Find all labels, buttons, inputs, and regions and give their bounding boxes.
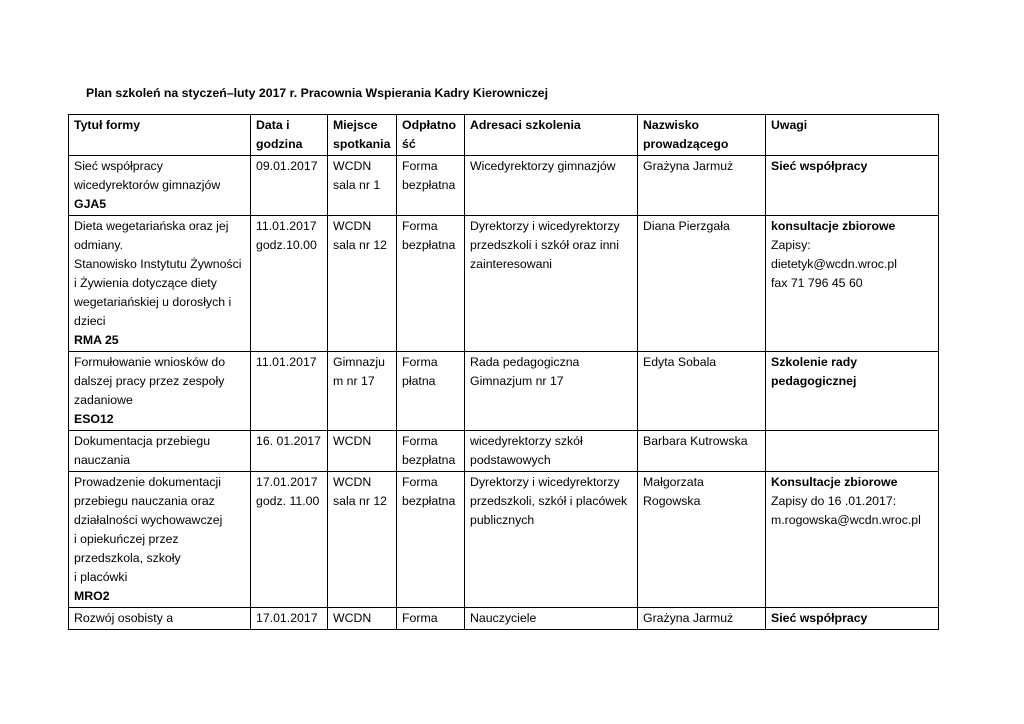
column-header-title: Tytuł formy [69, 115, 251, 156]
table-row [69, 156, 939, 216]
cell-audience: Nauczyciele [465, 608, 638, 630]
cell-title: Prowadzenie dokumentacji przebiegu nauczania oraz działalności wychowawczej i opiekuńczej przez przedszkola, szkoły i placówki MRO2 [69, 472, 251, 608]
cell-date: 11.01.2017 godz.10.00 [251, 216, 328, 352]
cell-date: 17.01.2017 godz. 11.00 [251, 472, 328, 608]
cell-payment: Forma bezpłatna [397, 216, 465, 352]
cell-date: 16. 01.2017 [251, 431, 328, 472]
column-header-leader: Nazwisko prowadzącego [638, 115, 766, 156]
column-header-date: Data i godzina [251, 115, 328, 156]
training-schedule-table [68, 114, 939, 630]
cell-notes: Sieć współpracy [766, 608, 939, 630]
cell-notes: Konsultacje zbiorowe Zapisy do 16 .01.2017: m.rogowska@wcdn.wroc.pl [766, 472, 939, 608]
cell-notes: Sieć współpracy [766, 156, 939, 216]
course-code: RMA 25 [74, 333, 119, 347]
cell-audience: wicedyrektorzy szkół podstawowych [465, 431, 638, 472]
cell-title: Rozwój osobisty a [69, 608, 251, 630]
cell-notes: Szkolenie rady pedagogicznej [766, 352, 939, 431]
table-row [69, 352, 939, 431]
cell-place: WCDN sala nr 12 [328, 472, 397, 608]
cell-payment: Forma bezpłatna [397, 472, 465, 608]
cell-date: 17.01.2017 [251, 608, 328, 630]
table-body [69, 156, 939, 630]
cell-leader: Małgorzata Rogowska [638, 472, 766, 608]
cell-place: WCDN [328, 431, 397, 472]
cell-payment: Forma płatna [397, 352, 465, 431]
column-header-audience: Adresaci szkolenia [465, 115, 638, 156]
page-title: Plan szkoleń na styczeń–luty 2017 r. Pracownia Wspierania Kadry Kierowniczej [86, 86, 548, 100]
cell-payment: Forma bezpłatna [397, 431, 465, 472]
course-code: MRO2 [74, 589, 110, 603]
column-header-payment: Odpłatno ść [397, 115, 465, 156]
table-row [69, 472, 939, 608]
table-row [69, 431, 939, 472]
table-row [69, 216, 939, 352]
cell-audience: Wicedyrektorzy gimnazjów [465, 156, 638, 216]
course-code: ESO12 [74, 412, 114, 426]
cell-place: Gimnazju m nr 17 [328, 352, 397, 431]
cell-audience: Rada pedagogiczna Gimnazjum nr 17 [465, 352, 638, 431]
column-header-notes: Uwagi [766, 115, 939, 156]
cell-leader: Diana Pierzgała [638, 216, 766, 352]
cell-title: Formułowanie wniosków do dalszej pracy przez zespoły zadaniowe ESO12 [69, 352, 251, 431]
header-row [69, 115, 939, 156]
cell-place: WCDN sala nr 12 [328, 216, 397, 352]
cell-notes: konsultacje zbiorowe Zapisy: dietetyk@wcdn.wroc.pl fax 71 796 45 60 [766, 216, 939, 352]
cell-payment: Forma bezpłatna [397, 156, 465, 216]
cell-title: Dokumentacja przebiegu nauczania [69, 431, 251, 472]
cell-title: Dieta wegetariańska oraz jej odmiany. Stanowisko Instytutu Żywności i Żywienia dotyczące diety wegetariańskiej u dorosłych i dzieci RMA 25 [69, 216, 251, 352]
course-code: GJA5 [74, 197, 107, 211]
cell-notes [766, 431, 939, 472]
cell-leader: Grażyna Jarmuż [638, 156, 766, 216]
cell-leader: Barbara Kutrowska [638, 431, 766, 472]
table-row [69, 608, 939, 630]
cell-place: WCDN [328, 608, 397, 630]
cell-date: 09.01.2017 [251, 156, 328, 216]
column-header-place: Miejsce spotkania [328, 115, 397, 156]
cell-audience: Dyrektorzy i wicedyrektorzy przedszkoli i szkół oraz inni zainteresowani [465, 216, 638, 352]
cell-payment: Forma [397, 608, 465, 630]
cell-leader: Grażyna Jarmuż [638, 608, 766, 630]
cell-leader: Edyta Sobala [638, 352, 766, 431]
cell-title: Sieć współpracy wicedyrektorów gimnazjów GJA5 [69, 156, 251, 216]
cell-place: WCDN sala nr 1 [328, 156, 397, 216]
cell-audience: Dyrektorzy i wicedyrektorzy przedszkoli, szkół i placówek publicznych [465, 472, 638, 608]
cell-date: 11.01.2017 [251, 352, 328, 431]
